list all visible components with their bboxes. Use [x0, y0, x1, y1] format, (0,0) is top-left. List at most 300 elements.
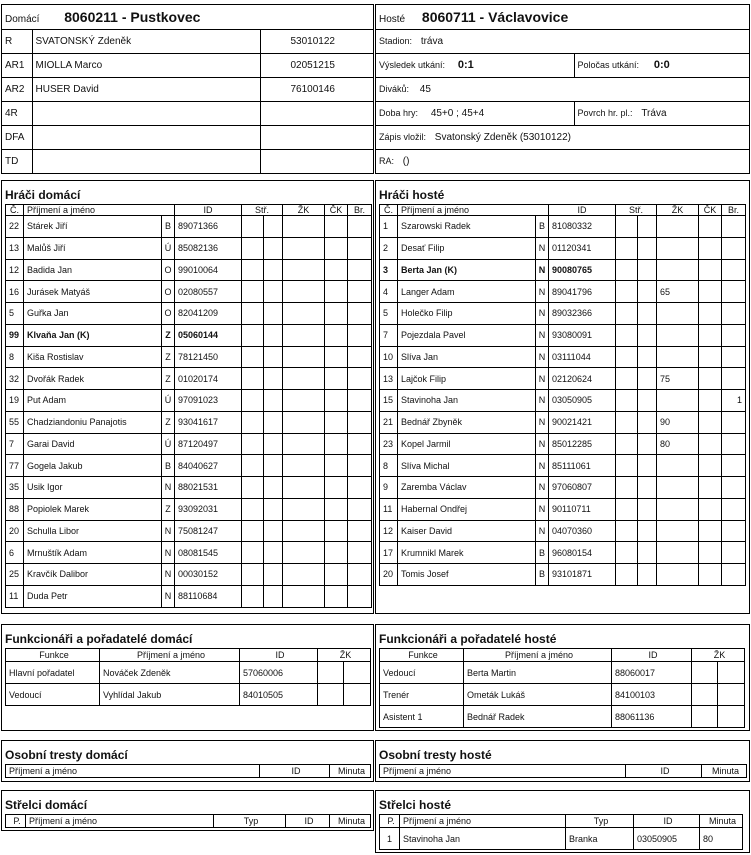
match-info-table	[376, 5, 749, 173]
player-goals-extra	[638, 346, 657, 368]
col-id: ID	[175, 205, 242, 216]
player-br	[722, 368, 746, 390]
player-number: 5	[6, 303, 24, 325]
player-name: Zaremba Václav	[398, 477, 536, 499]
player-id: 93041617	[175, 411, 242, 433]
player-id: 85082136	[175, 237, 242, 259]
player-name: Kopel Jarmil	[398, 433, 536, 455]
home-officials-section	[1, 624, 374, 731]
player-red-card	[325, 455, 348, 477]
player-number: 15	[380, 390, 398, 412]
player-br	[722, 216, 746, 238]
player-row	[380, 477, 746, 499]
player-br	[348, 237, 372, 259]
player-goals-extra	[638, 303, 657, 325]
player-goals-extra	[638, 477, 657, 499]
player-br	[348, 324, 372, 346]
player-yellow-card	[657, 520, 699, 542]
player-number: 4	[380, 281, 398, 303]
player-goals-extra	[264, 324, 283, 346]
player-br	[722, 237, 746, 259]
surface-cell	[574, 101, 749, 125]
player-number: 88	[6, 498, 24, 520]
player-goals	[616, 346, 638, 368]
col-name: Příjmení a jméno	[6, 765, 260, 778]
player-red-card	[699, 390, 722, 412]
player-red-card	[325, 433, 348, 455]
col-name: Příjmení a jméno	[24, 205, 175, 216]
player-br	[722, 411, 746, 433]
player-name: Stárek Jiří	[24, 216, 162, 238]
player-name: Popiolek Marek	[24, 498, 162, 520]
ref-name: HUSER David	[32, 77, 260, 101]
ref-id: 02051215	[260, 53, 373, 77]
player-red-card	[325, 237, 348, 259]
player-row	[380, 281, 746, 303]
away-penalties-section	[375, 740, 750, 782]
col-id: ID	[240, 649, 318, 662]
player-position: N	[536, 477, 549, 499]
ref-name: MIOLLA Marco	[32, 53, 260, 77]
player-goals-extra	[638, 237, 657, 259]
official-id: 88060017	[612, 662, 692, 684]
player-id: 93101871	[549, 564, 616, 586]
player-id: 81080332	[549, 216, 616, 238]
official-extra	[718, 706, 745, 728]
player-red-card	[699, 455, 722, 477]
player-goals-extra	[638, 216, 657, 238]
player-name: Kiša Rostislav	[24, 346, 162, 368]
player-br	[722, 520, 746, 542]
player-yellow-card	[657, 498, 699, 520]
col-id: ID	[260, 765, 330, 778]
player-number: 7	[6, 433, 24, 455]
player-position: N	[536, 390, 549, 412]
away-players-table	[379, 204, 746, 586]
player-br	[348, 542, 372, 564]
player-yellow-card	[283, 324, 325, 346]
halftime-value: 0:0	[653, 59, 670, 71]
player-yellow-card: 75	[657, 368, 699, 390]
official-row	[380, 684, 745, 706]
player-yellow-card	[283, 498, 325, 520]
official-function: Hlavní pořadatel	[6, 662, 100, 684]
player-row	[6, 455, 372, 477]
player-position: N	[162, 477, 175, 499]
player-yellow-card	[657, 455, 699, 477]
player-red-card	[699, 433, 722, 455]
ref-name: SVATONSKÝ Zdeněk	[32, 29, 260, 53]
ref-role: 4R	[2, 101, 32, 125]
away-scorers-title: Střelci hosté	[379, 798, 452, 812]
player-red-card	[325, 585, 348, 607]
scorer-name: Stavinoha Jan	[400, 828, 566, 850]
player-goals-extra	[264, 281, 283, 303]
player-yellow-card	[283, 303, 325, 325]
player-number: 20	[6, 520, 24, 542]
player-goals	[242, 520, 264, 542]
col-br: Br.	[348, 205, 372, 216]
player-id: 97060807	[549, 477, 616, 499]
player-position: Z	[162, 498, 175, 520]
player-goals-extra	[264, 455, 283, 477]
col-func: Funkce	[380, 649, 464, 662]
away-team-name: 8060711 - Václavovice	[421, 8, 569, 25]
player-br	[348, 411, 372, 433]
header-away	[375, 4, 750, 174]
home-players-table	[5, 204, 372, 608]
official-function: Vedoucí	[380, 662, 464, 684]
player-row	[380, 216, 746, 238]
player-goals-extra	[264, 259, 283, 281]
player-goals-extra	[264, 520, 283, 542]
player-goals	[242, 433, 264, 455]
away-players-title: Hráči hosté	[379, 188, 445, 202]
official-function: Trenér	[380, 684, 464, 706]
official-id: 57060006	[240, 662, 318, 684]
player-yellow-card	[283, 411, 325, 433]
player-br	[722, 346, 746, 368]
player-position: N	[536, 498, 549, 520]
player-id: 90021421	[549, 411, 616, 433]
player-id: 78121450	[175, 346, 242, 368]
recorded-cell	[376, 125, 749, 149]
away-scorers-section	[375, 790, 750, 853]
player-row	[380, 368, 746, 390]
player-name: Dvořák Radek	[24, 368, 162, 390]
player-number: 25	[6, 564, 24, 586]
spectators-label: Diváků:	[379, 83, 410, 94]
player-goals	[616, 498, 638, 520]
player-goals	[616, 433, 638, 455]
ref-name	[32, 149, 260, 173]
player-br	[722, 477, 746, 499]
player-name: Put Adam	[24, 390, 162, 412]
ref-role: DFA	[2, 125, 32, 149]
player-number: 35	[6, 477, 24, 499]
player-id: 97091023	[175, 390, 242, 412]
col-name: Příjmení a jméno	[400, 815, 566, 828]
player-goals-extra	[638, 564, 657, 586]
player-position: B	[162, 455, 175, 477]
player-id: 87120497	[175, 433, 242, 455]
col-minute: Minuta	[700, 815, 743, 828]
player-name: Duda Petr	[24, 585, 162, 607]
player-number: 11	[6, 585, 24, 607]
player-br	[348, 477, 372, 499]
ra-value: ()	[402, 155, 410, 167]
player-br	[722, 281, 746, 303]
player-number: 17	[380, 542, 398, 564]
player-yellow-card	[283, 281, 325, 303]
player-name: Kaiser David	[398, 520, 536, 542]
player-id: 93092031	[175, 498, 242, 520]
player-yellow-card	[283, 520, 325, 542]
home-players-section	[1, 180, 374, 614]
col-id: ID	[549, 205, 616, 216]
player-row	[6, 259, 372, 281]
player-row	[380, 346, 746, 368]
player-row	[380, 390, 746, 412]
player-goals	[616, 477, 638, 499]
player-yellow-card	[657, 477, 699, 499]
player-row	[380, 259, 746, 281]
player-red-card	[325, 346, 348, 368]
player-red-card	[699, 520, 722, 542]
player-br	[348, 303, 372, 325]
player-goals	[616, 455, 638, 477]
col-name: Příjmení a jméno	[26, 815, 214, 828]
player-name: Stavinoha Jan	[398, 390, 536, 412]
col-name: Příjmení a jméno	[380, 765, 626, 778]
result-cell	[376, 53, 574, 77]
player-name: Kravčík Dalibor	[24, 564, 162, 586]
ref-id: 76100146	[260, 77, 373, 101]
col-id: ID	[626, 765, 702, 778]
away-penalties-table	[379, 764, 747, 778]
official-name: Nováček Zdeněk	[100, 662, 240, 684]
official-row	[380, 662, 745, 684]
player-goals-extra	[264, 237, 283, 259]
player-goals-extra	[638, 411, 657, 433]
player-goals	[616, 237, 638, 259]
player-number: 12	[6, 259, 24, 281]
player-name: Slíva Jan	[398, 346, 536, 368]
player-id: 82041209	[175, 303, 242, 325]
col-yellow: ŽK	[692, 649, 745, 662]
player-goals-extra	[264, 433, 283, 455]
player-position: Z	[162, 346, 175, 368]
player-br	[348, 585, 372, 607]
ra-cell	[376, 149, 749, 173]
player-row	[380, 455, 746, 477]
player-red-card	[325, 281, 348, 303]
spectators-cell	[376, 77, 749, 101]
official-yellow-card	[692, 662, 718, 684]
player-red-card	[325, 520, 348, 542]
player-goals	[616, 411, 638, 433]
player-goals-extra	[638, 498, 657, 520]
official-row	[380, 706, 745, 728]
player-position: B	[536, 216, 549, 238]
player-br	[722, 542, 746, 564]
player-row	[6, 216, 372, 238]
player-red-card	[699, 368, 722, 390]
player-goals	[242, 455, 264, 477]
official-id: 84010505	[240, 684, 318, 706]
col-name: Příjmení a jméno	[100, 649, 240, 662]
player-number: 5	[380, 303, 398, 325]
player-row	[380, 542, 746, 564]
player-position: N	[536, 303, 549, 325]
player-name: Tomis Josef	[398, 564, 536, 586]
away-officials-title: Funkcionáři a pořadatelé hosté	[379, 632, 557, 646]
player-number: 21	[380, 411, 398, 433]
player-red-card	[699, 411, 722, 433]
player-red-card	[699, 259, 722, 281]
player-goals	[242, 498, 264, 520]
player-id: 03111044	[549, 346, 616, 368]
player-id: 88021531	[175, 477, 242, 499]
player-yellow-card	[283, 368, 325, 390]
player-red-card	[325, 542, 348, 564]
player-red-card	[699, 498, 722, 520]
home-team-cell	[2, 5, 373, 29]
player-name: Lajčok Filip	[398, 368, 536, 390]
player-position: N	[536, 411, 549, 433]
official-extra	[718, 684, 745, 706]
referee-table	[2, 5, 373, 173]
player-id: 84040627	[175, 455, 242, 477]
player-row	[380, 520, 746, 542]
player-name: Pojezdala Pavel	[398, 324, 536, 346]
player-goals	[242, 390, 264, 412]
player-yellow-card	[657, 259, 699, 281]
player-id: 89041796	[549, 281, 616, 303]
player-position: N	[536, 346, 549, 368]
player-number: 9	[380, 477, 398, 499]
away-scorers-table	[379, 814, 743, 850]
player-red-card	[699, 216, 722, 238]
player-goals	[242, 477, 264, 499]
player-goals	[616, 303, 638, 325]
player-red-card	[325, 411, 348, 433]
player-red-card	[699, 346, 722, 368]
player-yellow-card	[283, 433, 325, 455]
player-red-card	[699, 477, 722, 499]
player-goals	[242, 346, 264, 368]
away-team-cell	[376, 5, 749, 29]
player-position: Ú	[162, 390, 175, 412]
player-br	[348, 520, 372, 542]
player-red-card	[325, 303, 348, 325]
player-name: Bednář Zbyněk	[398, 411, 536, 433]
player-goals-extra	[638, 368, 657, 390]
player-goals	[242, 324, 264, 346]
player-position: N	[162, 585, 175, 607]
col-minute: Minuta	[330, 815, 371, 828]
player-br	[348, 455, 372, 477]
player-position: Z	[162, 411, 175, 433]
player-goals	[242, 368, 264, 390]
player-number: 13	[380, 368, 398, 390]
player-yellow-card	[657, 237, 699, 259]
surface-label: Povrch hr. pl.:	[577, 107, 633, 118]
player-position: O	[162, 281, 175, 303]
player-goals	[616, 564, 638, 586]
player-br	[722, 433, 746, 455]
player-number: 13	[6, 237, 24, 259]
col-func: Funkce	[6, 649, 100, 662]
player-goals	[242, 303, 264, 325]
player-id: 88110684	[175, 585, 242, 607]
player-yellow-card	[283, 216, 325, 238]
player-goals-extra	[638, 390, 657, 412]
player-goals-extra	[638, 520, 657, 542]
official-name: Vyhlídal Jakub	[100, 684, 240, 706]
player-position: N	[536, 237, 549, 259]
col-red: ČK	[325, 205, 348, 216]
player-red-card	[699, 564, 722, 586]
player-name: Krumnikl Marek	[398, 542, 536, 564]
player-br	[722, 455, 746, 477]
player-id: 75081247	[175, 520, 242, 542]
player-name: Usik Igor	[24, 477, 162, 499]
player-number: 1	[380, 216, 398, 238]
player-goals	[242, 585, 264, 607]
away-officials-body	[380, 662, 745, 728]
recorded-value: Svatonský Zdeněk (53010122)	[434, 131, 571, 143]
player-br	[348, 216, 372, 238]
stadium-value: tráva	[420, 35, 444, 47]
player-br: 1	[722, 390, 746, 412]
official-name: Berta Martin	[464, 662, 612, 684]
player-number: 12	[380, 520, 398, 542]
player-goals	[242, 237, 264, 259]
away-players-section	[375, 180, 750, 614]
player-name: Szarowski Radek	[398, 216, 536, 238]
col-br: Br.	[722, 205, 746, 216]
surface-value: Tráva	[641, 107, 667, 119]
player-row	[6, 585, 372, 607]
player-goals	[616, 259, 638, 281]
scorer-order: 1	[380, 828, 400, 850]
player-row	[6, 237, 372, 259]
player-br	[348, 259, 372, 281]
player-row	[6, 542, 372, 564]
player-position: B	[536, 564, 549, 586]
player-number: 8	[6, 346, 24, 368]
away-officials-section	[375, 624, 750, 731]
player-position: O	[162, 259, 175, 281]
result-label: Výsledek utkání:	[379, 60, 446, 70]
header-home	[1, 4, 374, 174]
col-p: P.	[380, 815, 400, 828]
player-goals	[242, 259, 264, 281]
player-number: 20	[380, 564, 398, 586]
official-function: Asistent 1	[380, 706, 464, 728]
player-row	[6, 303, 372, 325]
player-yellow-card: 80	[657, 433, 699, 455]
player-br	[348, 498, 372, 520]
official-name: Ometák Lukáš	[464, 684, 612, 706]
player-position: N	[536, 455, 549, 477]
official-yellow-card	[692, 706, 718, 728]
player-row	[380, 564, 746, 586]
player-yellow-card	[657, 303, 699, 325]
player-br	[348, 346, 372, 368]
scorer-row	[380, 828, 743, 850]
player-goals-extra	[638, 324, 657, 346]
ref-id	[260, 125, 373, 149]
halftime-cell	[574, 53, 749, 77]
player-id: 04070360	[549, 520, 616, 542]
official-id: 88061136	[612, 706, 692, 728]
stadium-cell	[376, 29, 749, 53]
player-br	[348, 390, 372, 412]
away-penalties-title: Osobní tresty hosté	[379, 748, 492, 762]
player-red-card	[699, 542, 722, 564]
player-position: N	[536, 324, 549, 346]
player-name: Chadziandoniu Panajotis	[24, 411, 162, 433]
player-position: N	[536, 520, 549, 542]
player-br	[722, 303, 746, 325]
player-yellow-card	[283, 237, 325, 259]
player-position: Z	[162, 368, 175, 390]
col-yellow: ŽK	[318, 649, 371, 662]
player-row	[6, 498, 372, 520]
player-id: 89032366	[549, 303, 616, 325]
